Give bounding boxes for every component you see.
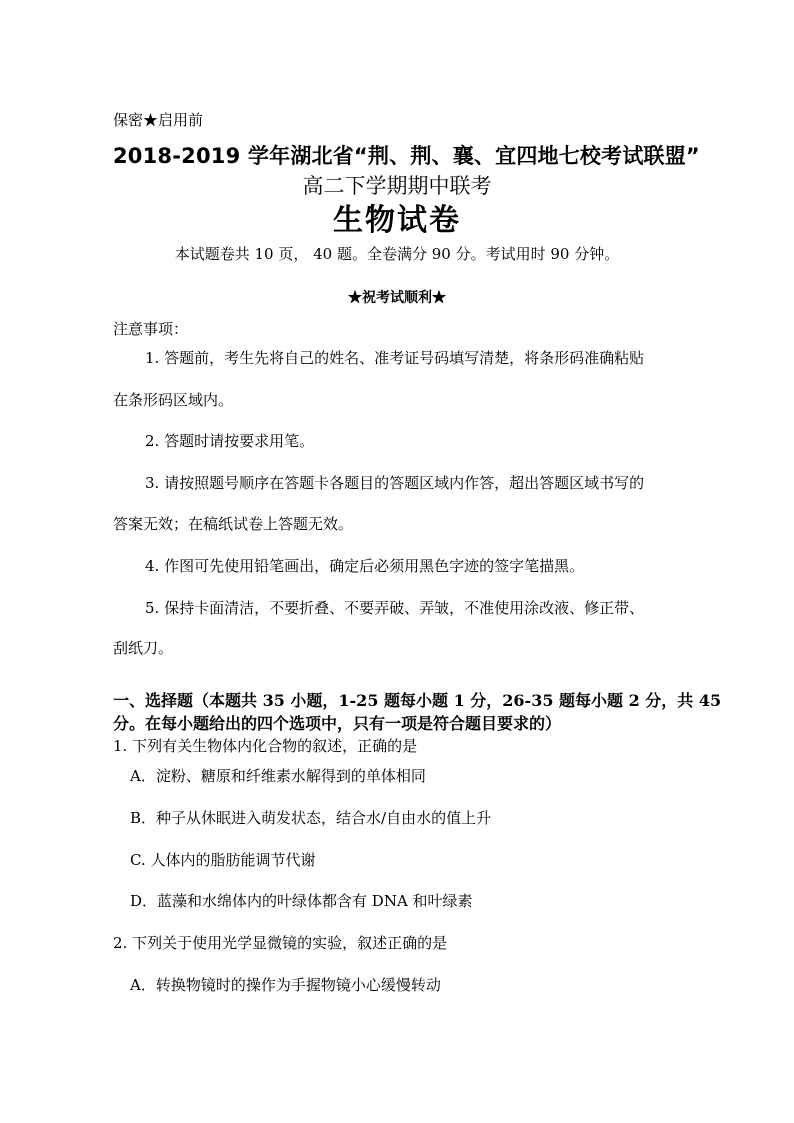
notice-line: 3. 请按照题号顺序在答题卡各题目的答题区域内作答，超出答题区域书写的 [145,474,645,492]
notice-line: 2. 答题时请按要求用笔。 [145,432,315,450]
notice-line: 5. 保持卡面清洁，不要折叠、不要弄破、弄皱，不准使用涂改液、修正带、 [145,599,645,617]
good-luck-line: ★祝考试顺利★ [348,290,446,306]
notice-line: 4. 作图可先使用铅笔画出，确定后必须用黑色字迹的签字笔描黑。 [145,557,585,575]
exam-title-line2: 高二下学期期中联考 [302,174,492,198]
question-option: A．淀粉、糖原和纤维素水解得到的单体相同 [130,767,426,785]
exam-title-line1: 2018-2019 学年湖北省“荆、荆、襄、宜四地七校考试联盟” [113,144,700,168]
notice-heading: 注意事项： [113,320,189,338]
exam-info: 本试题卷共 10 页， 40 题。全卷满分 90 分。考试用时 90 分钟。 [174,245,620,263]
question-stem: 1. 下列有关生物体内化合物的叙述，正确的是 [113,737,418,755]
question-option: C. 人体内的脂肪能调节代谢 [130,851,316,869]
notice-line: 刮纸刀。 [113,639,174,657]
notice-line: 在条形码区域内。 [113,391,234,409]
question-stem: 2. 下列关于使用光学显微镜的实验，叙述正确的是 [113,934,448,952]
section-heading-line1: 一、选择题（本题共 35 小题，1-25 题每小题 1 分，26-35 题每小题 2 分，共 45 [113,691,722,710]
section-heading-line2: 分。在每小题给出的四个选项中，只有一项是符合题目要求的） [113,714,562,733]
notice-line: 1. 答题前，考生先将自己的姓名、准考证号码填写清楚，将条形码准确粘贴 [145,349,645,367]
confidential-label: 保密★启用前 [113,111,204,129]
notice-line: 答案无效；在稿纸试卷上答题无效。 [113,515,354,533]
question-option: D．蓝藻和水绵体内的叶绿体都含有 DNA 和叶绿素 [130,892,473,910]
question-option: B．种子从休眠进入萌发状态，结合水/自由水的值上升 [130,809,492,827]
question-option: A．转换物镜时的操作为手握物镜小心缓慢转动 [130,976,441,994]
exam-subject-title: 生物试卷 [333,203,461,238]
